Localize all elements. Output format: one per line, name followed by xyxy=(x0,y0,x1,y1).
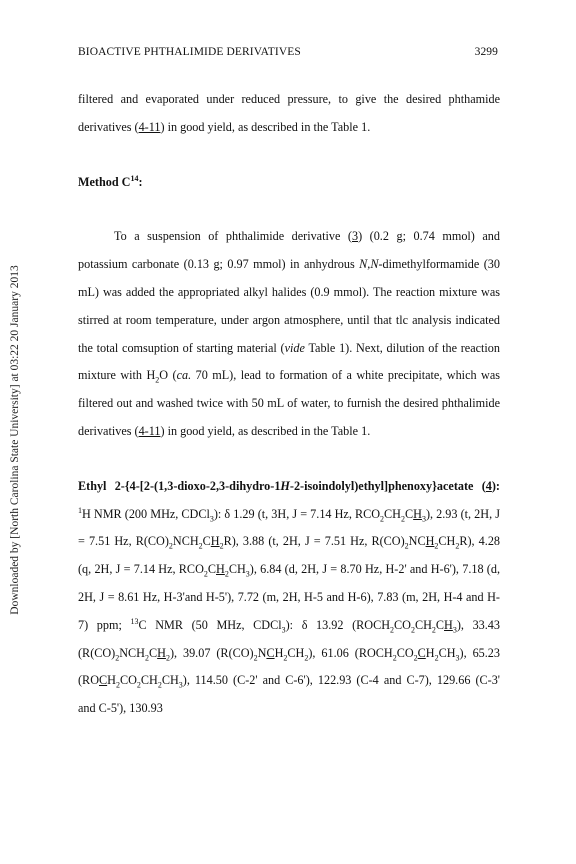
running-head: BIOACTIVE PHTHALIMIDE DERIVATIVES xyxy=(78,46,301,58)
compound-ref: 4-11 xyxy=(138,423,161,438)
compound-ref: 4-11 xyxy=(138,119,161,134)
compound-characterization: Ethyl 2-{4-[2-(1,3-dioxo-2,3-dihydro-1H-2-isoindolyl)ethyl]phenoxy}acetate (4): $^1$H NMR (200 MHz, CDCl$_3$): δ 1.29 (t, 3H, J = 7.14 Hz, $RCO_2CH_2CH_3$), 2.93 (t, 2H, J = 7.51 Hz, $R(CO)_2NCH_2CH_2R$), 3.88 (t, 2H, J = 7.51 Hz, $R(CO)_2NCH_2CH_2R$), 4.28 (q, 2H, J = 7.14 Hz, $RCO_2CH_2CH_3$), 6.84 (d, 2H, J = 8.70 Hz, H-2' and H-6'), 7.18 (d, 2H, J = 8.61 Hz, H-3'and H-5'), 7.72 (m, 2H, H-5 and H-6), 7.83 (m, 2H, H-4 and H-7) ppm; $^{13}$C NMR (50 MHz, CDCl$_3$): δ 13.92 $(ROCH_2CO_2CH_2CH_3)$, 33.43 $(R(CO)_2NCH_2CH_2)$, 39.07 $(R(CO)_2NCH_2CH_2)$, 61.06 $(ROCH_2CO_2CH_2CH_3)$, 65.23 $(ROCH_2CO_2CH_2CH_3)$, 114.50 (C-2' and C-6'), 122.93 (C-4 and C-7), 129.66 (C-3' and C-5'), 130.93 xyxy=(78,478,501,716)
method-heading: Method $C^{14}$: xyxy=(78,173,143,189)
download-watermark-text: Downloaded by [North Carolina State University] at 03:22 20 January 2013 xyxy=(9,265,21,615)
article-body xyxy=(78,86,500,723)
method-paragraph: To a suspension of phthalimide derivative (3) (0.2 g; 0.74 mmol) and potassium carbonate (0.13 g; 0.97 mmol) in anhydrous N,N-dimethylformamide (30 mL) was added the appropriated alkyl halides (0.9 mmol). The reaction mixture was stirred at room temperature, under argon atmosphere, until that tlc analysis indicated the total comsuption of starting material (vide Table 1). Next, dilution of the reaction mixture with $H_2O$ (ca. 70 mL), lead to formation of a white precipitate, which was filtered out and washed twice with 50 mL of water, to furnish the desired phthalimide derivatives (4-11) in good yield, as described in the Table 1. xyxy=(78,229,500,438)
download-watermark xyxy=(4,180,26,700)
compound-name: Ethyl 2-{4-[2-(1,3-dioxo-2,3-dihydro-1H-2-isoindolyl)ethyl]phenoxy}acetate xyxy=(78,478,474,493)
paragraph-continuation: filtered and evaporated under reduced pressure, to give the desired phthamide derivatives (4-11) in good yield, as described in the Table 1. xyxy=(78,92,500,134)
compound-number: 4 xyxy=(485,478,492,493)
page-number: 3299 xyxy=(474,46,498,58)
compound-ref: 3 xyxy=(351,229,359,244)
